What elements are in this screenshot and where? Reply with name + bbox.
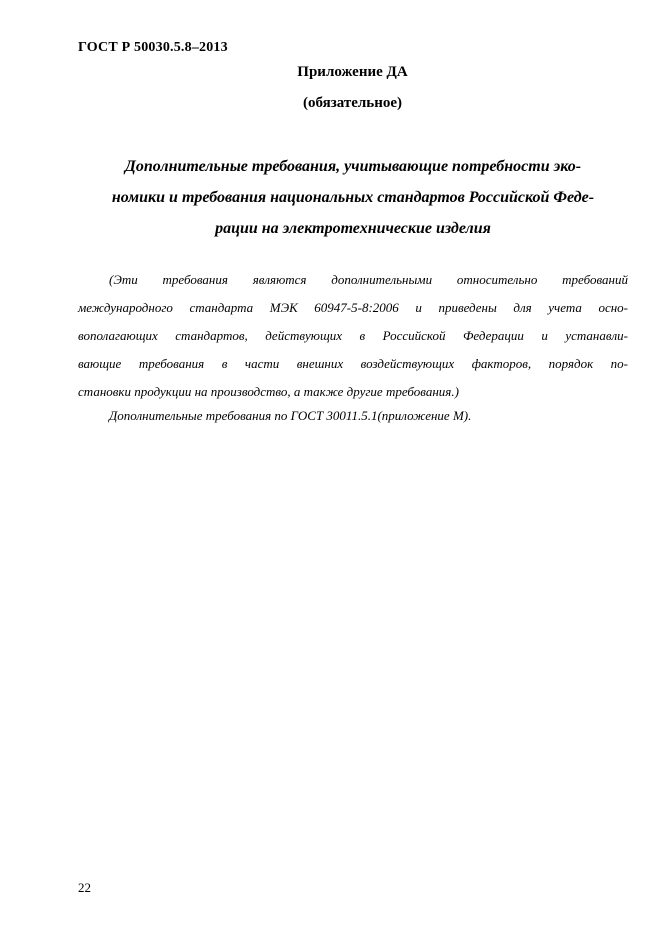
note-line: вающие требования в части внешних воздействующих факторов, порядок по- xyxy=(78,356,628,371)
note-line: вополагающих стандартов, действующих в Российской Федерации и устанавли- xyxy=(78,328,628,343)
annex-heading xyxy=(78,151,628,244)
annex-heading-line: номики и требования национальных стандартов Российской Феде- xyxy=(111,189,595,206)
extra-requirements-paragraph: Дополнительные требования по ГОСТ 30011.5.1(приложение М). xyxy=(109,408,472,423)
page-number: 22 xyxy=(78,880,91,895)
annex-heading-line: Дополнительные требования, учитывающие потребности эко- xyxy=(124,158,582,175)
document-code: ГОСТ Р 50030.5.8–2013 xyxy=(78,40,228,55)
note-paragraph xyxy=(78,266,628,406)
annex-heading-line: рации на электротехнические изделия xyxy=(215,220,491,237)
note-line: международного стандарта МЭК 60947-5-8:2006 и приведены для учета осно- xyxy=(78,300,628,315)
note-line: становки продукции на производство, а также другие требования.) xyxy=(78,384,459,399)
note-line: (Эти требования являются дополнительными относительно требований xyxy=(109,272,628,287)
annex-status: (обязательное) xyxy=(302,95,403,111)
annex-title: Приложение ДА xyxy=(297,64,408,80)
